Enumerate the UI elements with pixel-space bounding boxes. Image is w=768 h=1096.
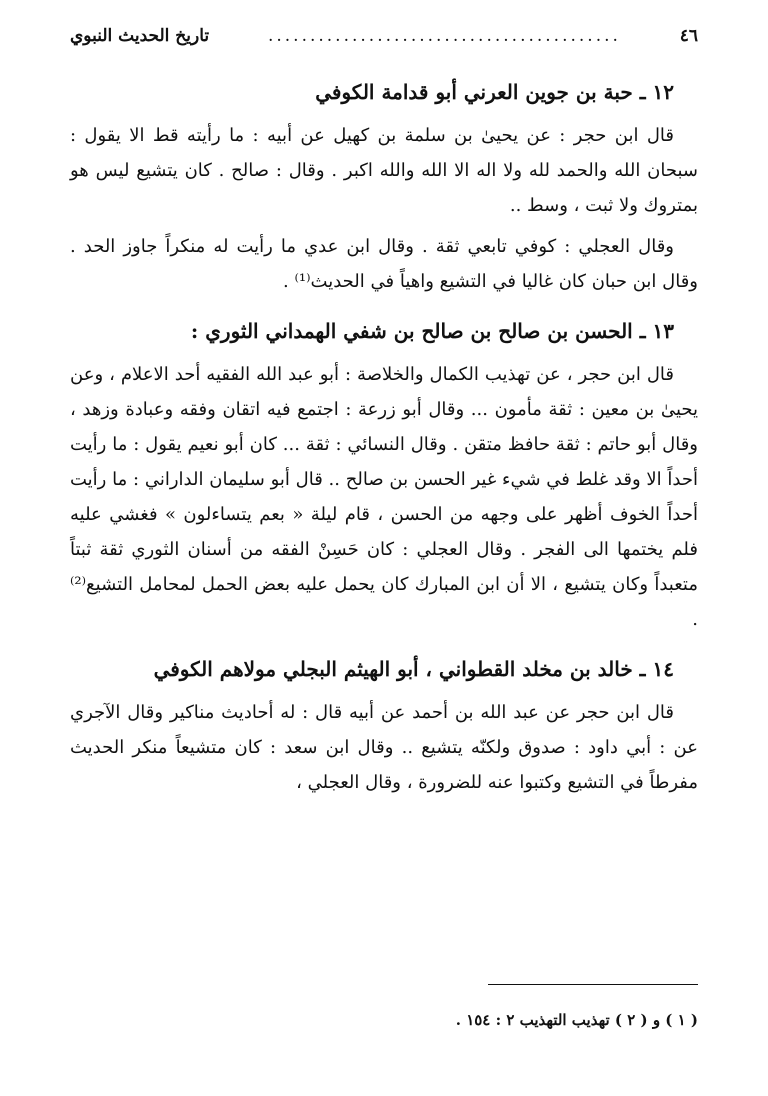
paragraph: قال ابن حجر ، عن تهذيب الكمال والخلاصة : أبو عبد الله الفقيه أحد الاعلام ، وعن يحيىٰ بن معين : ثقة مأمون ... وقال أبو زرعة : اجتمع فيه اتقان وفقه وعبادة وزهد ، وقال أبو حاتم : ثقة حافظ متقن . وقال النسائي : ثقة ... كان أبو نعيم يقول : ما رأيت أحداً الا وقد غلط في شيء غير الحسن بن صالح .. قال أبو سليمان الداراني : ما رأيت أحداً الخوف أظهر على وجهه من الحسن ، قام ليلة « بعم يتساءلون » فغشي عليه فلم يختمها الى الفجر . وقال العجلي : كان حَسِنْ الفقه من أسنان الثوري ثقة ثبتاً متعبداً وكان يتشيع ، الا أن ابن المبارك كان يحمل عليه بعض الحمل لمحامل التشيع⁽²⁾ . bbox=[70, 364, 698, 630]
paragraph: قال ابن حجر : عن يحيىٰ بن سلمة بن كهيل عن أبيه : ما رأيته قط الا يقول : سبحان الله والحمد لله ولا اله الا الله والله اكبر . وقال : صالح . كان يتشيع ليس هو بمتروك ولا ثبت ، وسط .. bbox=[70, 125, 698, 216]
footnote-divider bbox=[488, 984, 698, 985]
dot-leader: .......................................... bbox=[267, 26, 621, 46]
section-heading: ١٤ ـ خالد بن مخلد القطواني ، أبو الهيثم البجلي مولاهم الكوفي bbox=[153, 657, 674, 681]
section-14 bbox=[70, 647, 698, 800]
footnote: ( ١ ) و ( ٢ ) تهذيب التهذيب ٢ : ١٥٤ . bbox=[455, 1011, 698, 1029]
section-heading: ١٢ ـ حبة بن جوين العرني أبو قدامة الكوفي bbox=[315, 80, 674, 104]
book-title: تاريخ الحديث النبوي bbox=[70, 26, 210, 46]
section-12 bbox=[70, 70, 698, 299]
running-head bbox=[70, 26, 698, 60]
section-13 bbox=[70, 309, 698, 637]
paragraph: وقال العجلي : كوفي تابعي ثقة . وقال ابن عدي ما رأيت له منكراً جاوز الحد . وقال ابن حبان كان غاليا في التشيع واهياً في الحديث⁽¹⁾ . bbox=[70, 236, 698, 292]
page-number: ٤٦ bbox=[679, 26, 698, 46]
section-heading: ١٣ ـ الحسن بن صالح بن صالح بن شفي الهمداني الثوري : bbox=[190, 319, 674, 343]
book-page bbox=[70, 26, 698, 1076]
paragraph: قال ابن حجر عن عبد الله بن أحمد عن أبيه قال : له أحاديث مناكير وقال الآجري عن : أبي داود : صدوق ولكنّه يتشيع .. وقال ابن سعد : كان متشيعاً منكر الحديث مفرطاً في التشيع وكتبوا عنه للضرورة ، وقال العجلي ، bbox=[70, 702, 698, 793]
